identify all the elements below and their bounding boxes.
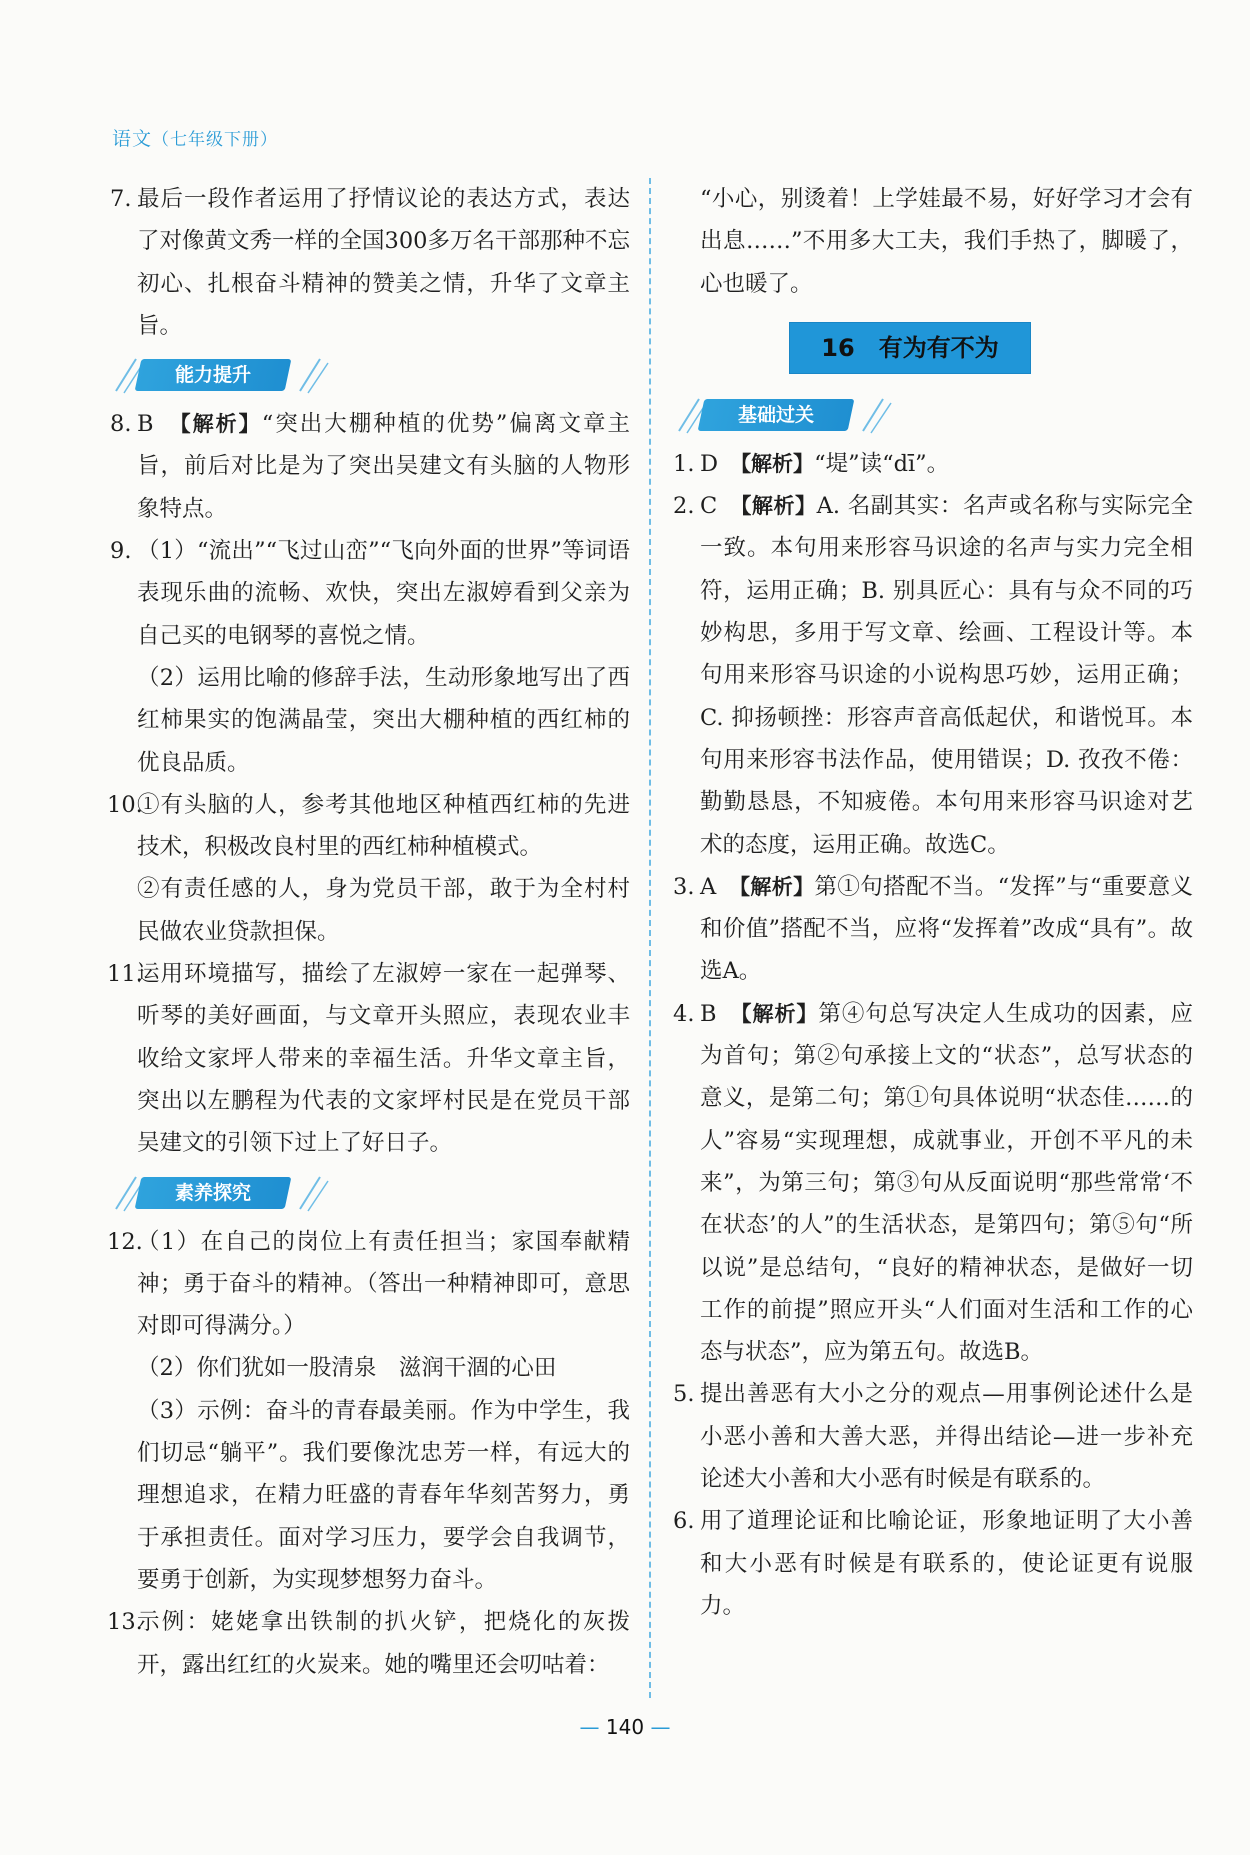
section-literacy [110, 1169, 630, 1219]
answer-number: 12. [107, 1228, 143, 1255]
analysis-label: 【解析】 [739, 874, 815, 899]
left-column [107, 178, 630, 1686]
answer-11 [107, 953, 630, 1164]
slash-decoration-icon [296, 1173, 330, 1213]
answer-number: 7. [110, 186, 132, 212]
answer-text: 示例：姥姥拿出铁制的扒火铲，把烧化的灰拨开，露出红红的火炭来。她的嘴里还会叨咕着： [137, 1609, 630, 1678]
answer-text: （1）在自己的岗位上有责任担当；家国奉献精神；勇于奋斗的精神。（答出一种精神即可，意思对即可得满分。） [137, 1228, 630, 1340]
answer-number: 2. [673, 493, 695, 520]
answer-text: A. 名副其实：名声或名称与实际完全一致。本句用来形容马识途的名声与实力完全相符，运用正确；B. 别具匠心：具有与众不同的巧妙构思，多用于写文章、绘画、工程设计等。本句用来形容马识途的小说构思巧妙，运用正确；C. 抑扬顿挫：形容声音高低起伏，和谐悦耳。本句用来形容书法作品，使用错误；D. 孜孜不倦：勤勤恳恳，不知疲倦。本句用来形容马识途对艺术的态度，运用正确。故选C。 [700, 493, 1193, 858]
answer-12 [107, 1221, 630, 1348]
section-badge: 素养探究 [135, 1177, 292, 1209]
answer-number: 13. [107, 1609, 143, 1636]
answer-number: 10. [107, 791, 143, 818]
answer-7 [110, 178, 630, 347]
answer-text: 运用环境描写，描绘了左淑婷一家在一起弹琴、听琴的美好画面，与文章开头照应，表现农业丰收给文家坪人带来的幸福生活。升华文章主旨，突出以左鹏程为代表的文家坪村民是在党员干部吴建文的引领下过上了好日子。 [137, 961, 630, 1157]
answer-text: 第④句总写决定人生成功的因素，应为首句；第②句承接上文的“状态”，总写状态的意义，是第二句；第①句具体说明“状态佳……的人”容易“实现理想，成就事业，开创不平凡的未来”，为第三句；第③句从反面说明“那些常常‘不在状态’的人”的生活状态，是第四句；第⑤句“所以说”是总结句，“良好的精神状态，是做好一切工作的前提”照应开头“人们面对生活和工作的心态与状态”，应为第五句。故选B。 [700, 1000, 1193, 1366]
analysis-label: 【解析】 [740, 494, 817, 519]
section-badge: 能力提升 [135, 359, 292, 391]
section-ability [110, 351, 630, 401]
right-column [673, 178, 1193, 1627]
answer-9-part-2: （2）运用比喻的修辞手法，生动形象地写出了西红柿果实的饱满晶莹，突出大棚种植的西红柿的优良品质。 [137, 664, 630, 776]
answer-12-part-3: （3）示例：奋斗的青春最美丽。作为中学生，我们切忌“躺平”。我们要像沈忠芳一样，有远大的理想追求，在精力旺盛的青春年华刻苦努力，勇于承担责任。面对学习压力，要学会自我调节，要勇于创新，为实现梦想努力奋斗。 [137, 1397, 630, 1593]
lesson-title: 16 有为有不为 [790, 323, 1030, 373]
slash-decoration-icon [859, 395, 893, 435]
answer-number: 5. [673, 1381, 695, 1408]
answer-number: 4. [673, 1000, 695, 1027]
answer-choice: B [700, 1000, 717, 1027]
section-basic [673, 391, 1193, 441]
analysis-label: 【解析】 [741, 1001, 819, 1026]
answer-r1 [673, 443, 1193, 485]
answer-number: 1. [673, 450, 695, 477]
analysis-label: 【解析】 [740, 451, 815, 476]
page-header [112, 124, 278, 151]
answer-number: 9. [110, 538, 132, 565]
answer-text: “堤”读“dī”。 [814, 450, 950, 477]
page-number: — 140 — [579, 1715, 671, 1739]
answer-r4 [673, 993, 1193, 1374]
analysis-label: 【解析】 [180, 412, 262, 437]
answer-13 [107, 1601, 630, 1686]
answer-text: ①有头脑的人，参考其他地区种植西红柿的先进技术，积极改良村里的西红柿种植模式。 [137, 791, 630, 861]
header-subject: 语文 [112, 128, 153, 150]
answer-r3 [673, 866, 1193, 993]
answer-number: 11. [107, 961, 143, 988]
section-badge: 基础过关 [698, 399, 855, 431]
answer-text: 最后一段作者运用了抒情议论的表达方式，表达了对像黄文秀一样的全国300多万名干部那种不忘初心、扎根奋斗精神的赞美之情，升华了文章主旨。 [137, 186, 630, 339]
answer-text: 用了道理论证和比喻论证，形象地证明了大小善和大小恶有时候是有联系的，使论证更有说服力。 [700, 1508, 1193, 1619]
answer-text: 第①句搭配不当。“发挥”与“重要意义和价值”搭配不当，应将“发挥着”改成“具有”。故选A。 [700, 873, 1193, 985]
answer-text: “突出大棚种植的优势”偏离文章主旨，前后对比是为了突出吴建文有头脑的人物形象特点。 [137, 411, 630, 522]
answer-12-part-2: （2）你们犹如一股清泉 滋润干涸的心田 [137, 1355, 557, 1382]
answer-r5 [673, 1373, 1193, 1500]
answer-text: （1）“流出”“飞过山峦”“飞向外面的世界”等词语表现乐曲的流畅、欢快，突出左淑婷看到父亲为自己买的电钢琴的喜悦之情。 [137, 538, 630, 649]
answer-text: 提出善恶有大小之分的观点—用事例论述什么是小恶小善和大善大恶，并得出结论—进一步补充论述大小善和大小恶有时候是有联系的。 [700, 1381, 1193, 1493]
answer-8 [110, 403, 630, 530]
answer-r6 [673, 1500, 1193, 1627]
page-number-value: 140 [605, 1715, 645, 1739]
answer-9 [110, 530, 630, 657]
answer-number: 8. [110, 411, 132, 438]
answer-choice: A [700, 873, 717, 900]
answer-choice: C [700, 493, 718, 520]
answer-13-continued: “小心，别烫着！上学娃最不易，好好学习才会有出息……”不用多大工夫，我们手热了，脚暖了，心也暖了。 [700, 186, 1193, 297]
answer-10 [107, 784, 630, 869]
answer-choice: B [137, 411, 154, 438]
answer-r2 [673, 485, 1193, 866]
answer-number: 6. [673, 1508, 695, 1535]
answer-number: 3. [673, 873, 695, 900]
slash-decoration-icon [296, 355, 330, 395]
column-divider [649, 178, 651, 1698]
answer-10-part-2: ②有责任感的人，身为党员干部，敢于为全村村民做农业贷款担保。 [137, 876, 630, 945]
header-grade: （七年级下册） [152, 130, 279, 150]
answer-choice: D [700, 450, 719, 477]
